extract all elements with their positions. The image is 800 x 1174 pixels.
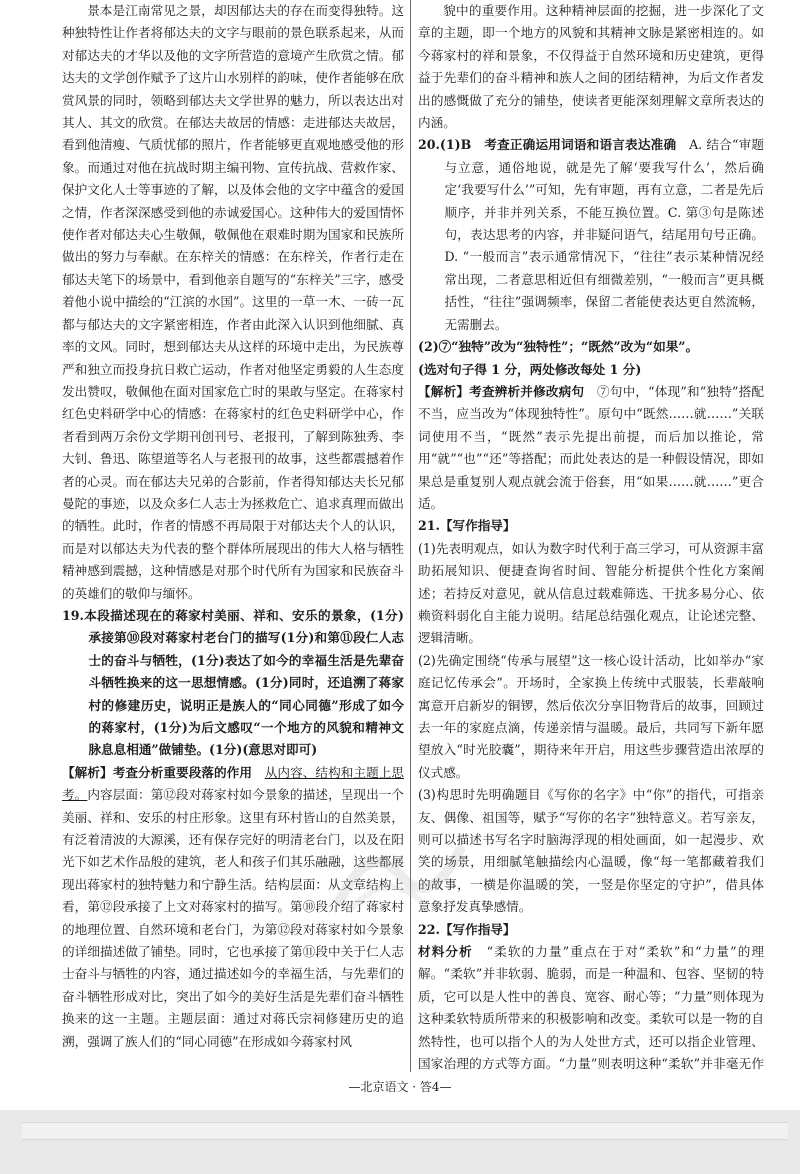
question-20-part-2: (2)⑦“独特”改为“独特性”；“既然”改为“如果”。	[418, 339, 699, 355]
question-21-header: 21.【写作指导】	[418, 518, 516, 534]
question-22-material-analysis: 材料分析 “柔软的力量”重点在于对“柔软”和“力量”的理解。“柔软”并非软弱、脆弱，而是一种温和、包容、坚韧的特质，它可以是人性中的善良、宽容、耐心等；“力量”则体现为这种柔软特质所带来的积极影响和改变。柔软可以是一物的自然特性，也可以指个人的为人处世方式，还可以指企业管理、国家治理的方式等方面。“力量”则表明这种“柔软”并非毫无作	[418, 944, 764, 1072]
question-20-number: 20.	[418, 137, 440, 153]
left-column	[62, 0, 404, 1072]
question-19-number: 19.	[62, 607, 84, 623]
question-20-analysis: 【解析】考查辨析并修改病句 ⑦句中，“体现”和“独特”搭配不当，应当改为“体现独特性”。原句中“既然……就……”关联词使用不当，“既然”表示先提出前提，而后加以推论，常用“就”“也”“还”等搭配；而此处表达的是一种假设情况，即如果总是重复别人观点就会流于俗套，用“如果……就……”更合适。	[418, 383, 764, 511]
question-19-answer: 19.本段描述现在的蒋家村美丽、祥和、安乐的景象，(1分)承接第⑩段对蒋家村老台门的描写(1分)和第⑪段仁人志士的奋斗与牺牲，(1分)表达了如今的幸福生活是先辈奋斗牺牲换来的这一思想情感。(1分)同时，还追溯了蒋家村的修建历史，说明正是族人的“同心同德”形成了如今的蒋家村，(1分)为后文感叹“一个地方的风貌和精神文脉息息相通”做铺垫。(1分)(意思对即可)	[62, 607, 404, 758]
question-19-analysis-continued: 貌中的重要作用。这种精神层面的挖掘，进一步深化了文章的主题，即一个地方的风貌和其精神文脉是紧密相连的。如今蒋家村的祥和景象，不仅得益于自然环境和历史建筑，更得益于先辈们的奋斗精神和族人之间的团结精神，为后文作者发出的感慨做了充分的铺垫，使读者更能深刻理解文章所表达的内涵。	[418, 3, 764, 131]
question-20-scoring: (选对句子得 1 分，两处修改每处 1 分)	[418, 361, 642, 377]
column-divider	[410, 0, 411, 1072]
question-21-part-1: (1)先表明观点，如认为数字时代利于高三学习，可从资源丰富助拓展知识、便捷查询省时间、智能分析提供个性化方案阐述；若持反对意见，就从信息过载难筛选、干扰多易分心、依赖资料弱化自主能力说明。结尾总结强化观点，让论述完整、逻辑清晰。	[418, 540, 764, 646]
question-21-part-2: (2)先确定围绕“传承与展望”这一核心设计活动，比如举办“家庭记忆传承会”。开场时，全家换上传统中式服装，长辈敲响寓意开启新岁的铜锣，然后依次分享旧物背后的故事，回顾过去一年的家庭点滴，传递亲情与温暖。最后，共同写下新年愿望放入“时光胶囊”，期待来年开启，用这些步骤营造出浓厚的仪式感。	[418, 652, 764, 780]
question-21-part-3: (3)构思时先明确题目《写你的名字》中“你”的指代，可指亲友、偶像、祖国等，赋予“写你的名字”独特意义。若写亲友，则可以描述书写名字时脑海浮现的相处画面，如一起漫步、欢笑的场景，用细腻笔触描绘内心温暖，像“每一笔都藏着我们的故事，一横是你温暖的笑，一竖是你坚定的守护”，借具体意象抒发真挚感情。	[418, 787, 764, 915]
analysis-tag: 【解析】	[62, 764, 113, 780]
essay-emotion-analysis: 景本是江南常见之景，却因郁达夫的存在而变得独特。这种独特性让作者将郁达夫的文字与眼前的景色联系起来，从而对郁达夫的才华以及他的文字所营造的意境产生欣赏之情。郁达夫的文学创作赋予了这片山水别样的韵味，使作者能够在欣赏风景的同时，领略到郁达夫文学世界的魅力，所以表达出对其人、其文的欣赏。在郁达夫故居的情感：走进郁达夫故居，看到他清瘦、气质忧郁的照片，作者能够更直观地感受他的形象。而通过对他在抗战时期主编刊物、宣传抗战、营救作家、保护文化人士等事迹的了解，以及体会他的文字中蕴含的爱国之情，作者深深感受到他的赤诚爱国心。这种伟大的爱国情怀使作者对郁达夫心生敬佩，敬佩他在艰难时期为国家和民族所做出的努力与奉献。在东梓关的情感：在东梓关，作者行走在郁达夫笔下的场景中，看到他亲自题写的“东梓关”三字，感受着他小说中描绘的“江滨的水国”。这里的一草一木、一砖一瓦都与郁达夫的文字紧密相连，作者由此深入认识到他细腻、真率的文风。同时，想到郁达夫从这样的环境中走出，为民族尊严和独立而投身抗日救亡运动，作者对他坚定勇毅的人生态度发出赞叹，敬佩他在面对国家危亡时的果敢与坚定。在蒋家村红色史料研学中心的情感：在蒋家村的红色史料研学中心，作者看到两万余份文学期刊创刊号、老报刊，了解到陈独秀、李大钊、鲁迅、陈望道等名人与老报刊的故事，这些都震撼着作者的心灵。而在郁达夫兄弟的合影前，作者得知郁达夫长兄郁曼陀的事迹，以及众多仁人志士为拯救危亡、追求真理而做出的牺牲。此时，作者的情感不再局限于对郁达夫个人的认识，而是对以郁达夫为代表的整个群体所展现出的伟大人格与牺牲精神感到震撼，这种情感是对那个时代所有为国家和民族奋斗的英雄们的敬仰与缅怀。	[62, 3, 404, 601]
question-21-number: 21.	[418, 518, 440, 534]
question-22-number: 22.	[418, 921, 440, 937]
bottom-margin-band	[0, 1110, 800, 1174]
page-footer-label: —北京语文 · 答4—	[348, 1080, 452, 1094]
bottom-margin-strip	[22, 1122, 788, 1140]
analysis-underlined-hint: 从内容、结构和主题上思考。	[62, 764, 404, 803]
right-column	[418, 0, 764, 1072]
question-20-part-1: 20.(1)B 考查正确运用词语和语言表达准确 A. 结合“审题与立意，通俗地说，就是先了解‘要我写什么’，然后确定‘我要写什么’”可知，先有审题，再有立意，二者是先后顺序，并非并列关系，不能互换位置。C. 第③句是陈述句，表达思考的内容，并非疑问语气，结尾用句号正确。D. “一般而言”表示通常情况下，“往往”表示某种情况经常出现，二者意思相近但有细微差别，“一般而言”更具概括性，“往往”强调频率，保留二者能使表达更自然流畅，无需删去。	[418, 137, 764, 332]
question-22-header: 22.【写作指导】	[418, 921, 516, 937]
question-19-analysis: 【解析】考查分析重要段落的作用 从内容、结构和主题上思考。内容层面：第⑫段对蒋家村如今景象的描述，呈现出一个美丽、祥和、安乐的村庄形象。这里有环村皆山的自然美景，有泛着清波的大源溪，还有保存完好的明清老台门，以及在阳光下如艺术作品般的建筑，老人和孩子们其乐融融，这些都展现出蒋家村的独特魅力和宁静生活。结构层面：从文章结构上看，第⑫段承接了上文对蒋家村的描写。第⑩段介绍了蒋家村的地理位置、自然环境和老台门，为第⑫段对蒋家村如今景象的详细描述做了铺垫。同时，它也承接了第⑪段中关于仁人志士奋斗与牺牲的内容，通过描述如今的幸福生活，与先辈们的奋斗牺牲形成对比，突出了如今的美好生活是先辈们奋斗牺牲换来的这一主题。主题层面：通过对蒋氏宗祠修建历史的追溯，强调了族人们的“同心同德”在形成如今蒋家村风	[62, 764, 404, 1049]
